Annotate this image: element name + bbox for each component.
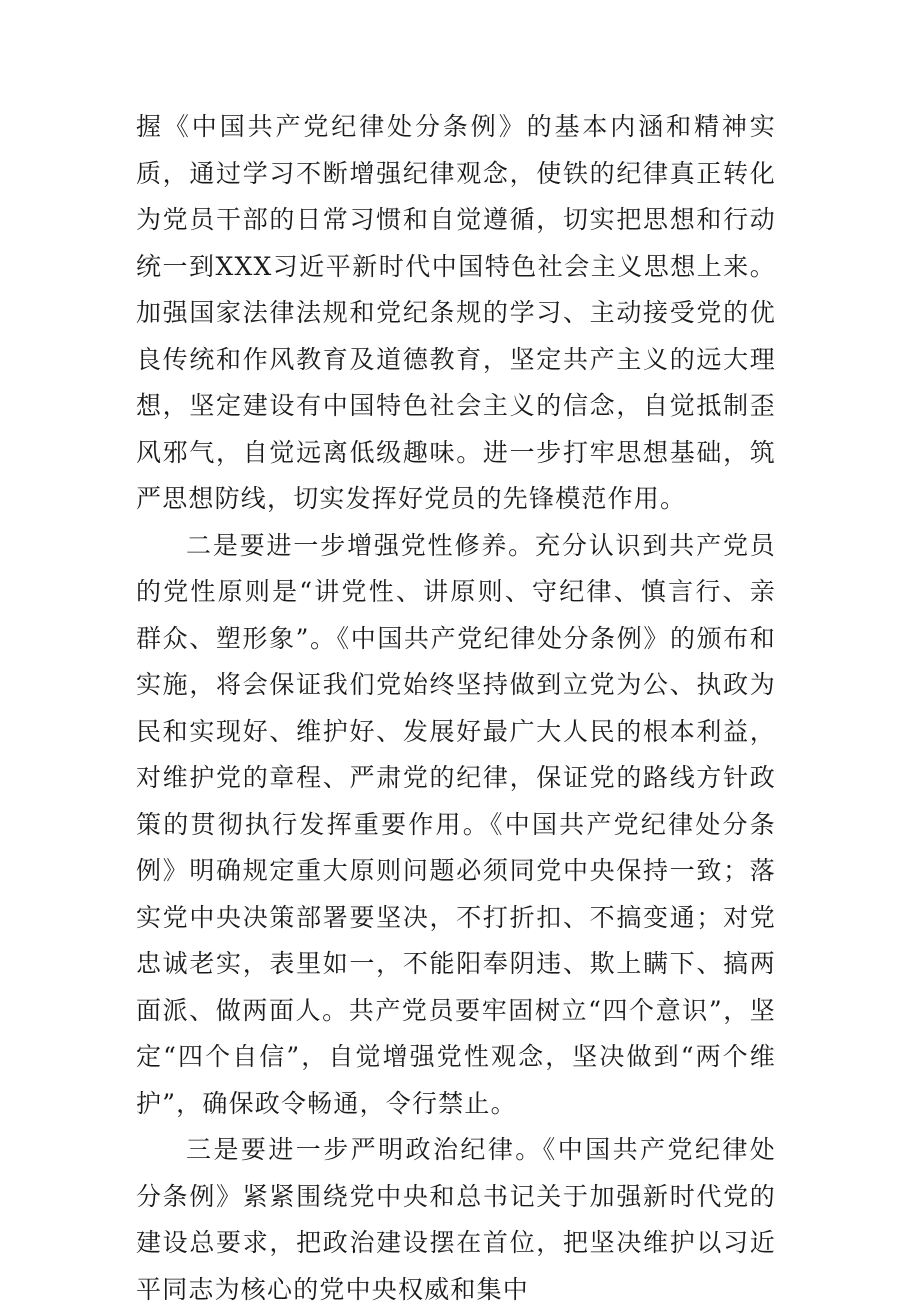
paragraph-2: 二是要进一步增强党性修养。充分认识到共产党员的党性原则是“讲党性、讲原则、守纪律、慎言行、亲群众、塑形象”。《中国共产党纪律处分条例》的颁布和实施，将会保证我们党始终坚持做到立党为公、执政为民和实现好、维护好、发展好最广大人民的根本利益，对维护党的章程、严肃党的纪律，保证党的路线方针政策的贯彻执行发挥重要作用。《中国共产党纪律处分条例》明确规定重大原则问题必须同党中央保持一致；落实党中央决策部署要坚决，不打折扣、不搞变通；对党忠诚老实，表里如一，不能阳奉阴违、欺上瞒下、搞两面派、做两面人。共产党员要牢固树立“四个意识”，坚定“四个自信”，自觉增强党性观念，坚决做到“两个维护”，确保政令畅通，令行禁止。 xyxy=(136,530,776,1118)
paragraph-1: 握《中国共产党纪律处分条例》的基本内涵和精神实质，通过学习不断增强纪律观念，使铁的纪律真正转化为党员干部的日常习惯和自觉遵循，切实把思想和行动统一到XXX习近平新时代中国特色社会主义思想上来。加强国家法律法规和党纪条规的学习、主动接受党的优良传统和作风教育及道德教育，坚定共产主义的远大理想，坚定建设有中国特色社会主义的信念，自觉抵制歪风邪气，自觉远离低级趣味。进一步打牢思想基础，筑严思想防线，切实发挥好党员的先锋模范作用。 xyxy=(136,112,776,513)
paragraph-3: 三是要进一步严明政治纪律。《中国共产党纪律处分条例》紧紧围绕党中央和总书记关于加强新时代党的建设总要求，把政治建设摆在首位，把坚决维护以习近平同志为核心的党中央权威和集中 xyxy=(136,1135,776,1304)
document-body xyxy=(136,104,776,1313)
